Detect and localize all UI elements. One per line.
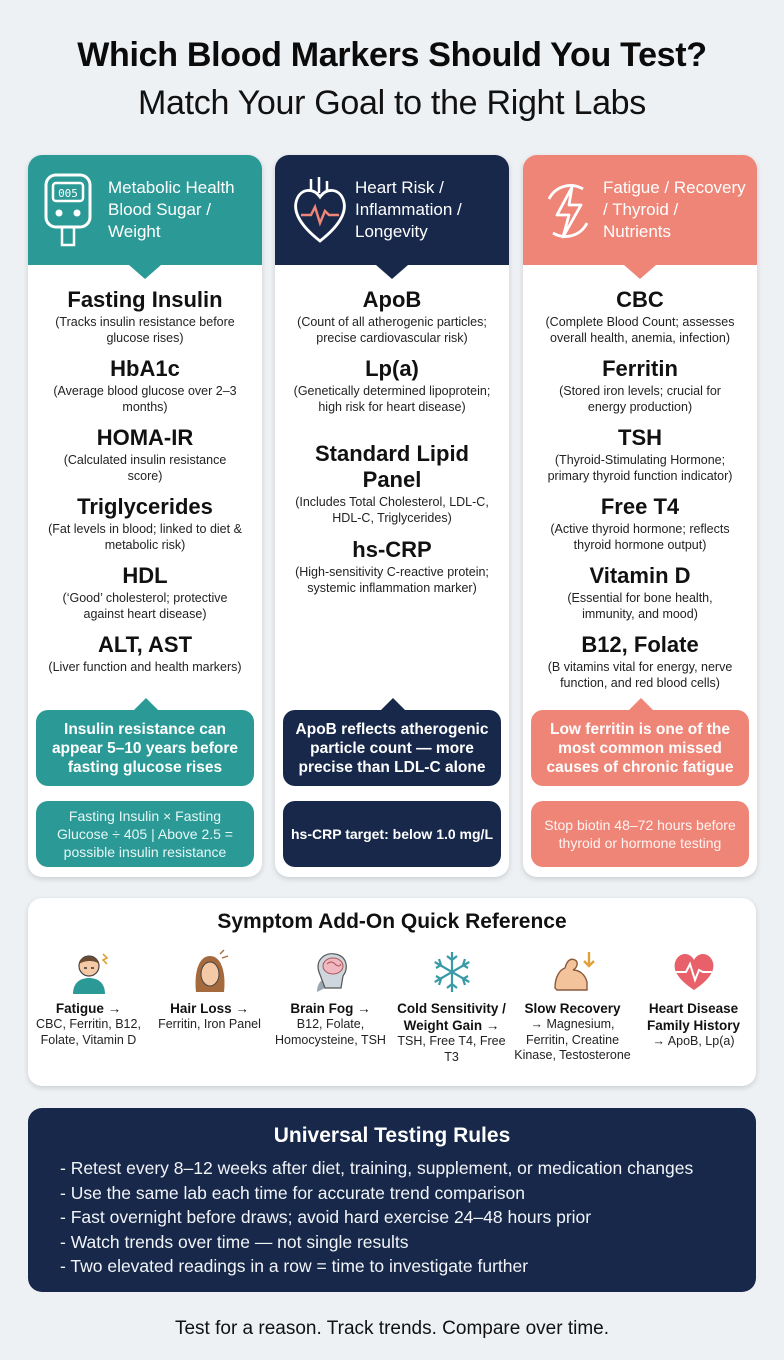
metabolic-health-column	[28, 155, 262, 877]
symptom-item	[633, 948, 754, 1050]
formula-note: Fasting Insulin × Fasting Glucose ÷ 405 | Above 2.5 = possible insulin resistance	[36, 801, 254, 867]
page-title: Which Blood Markers Should You Test?	[77, 36, 707, 74]
heart-ecg-icon	[287, 171, 353, 251]
marker-description: (B vitamins vital for energy, nerve function, and red blood cells)	[547, 660, 733, 690]
key-insight-callout: Low ferritin is one of the most common missed causes of chronic fatigue	[531, 710, 749, 786]
symptom-reference-card	[28, 898, 756, 1086]
marker-description: (High-sensitivity C-reactive protein; systemic inflammation marker)	[295, 565, 489, 595]
marker-name: HDL	[122, 563, 168, 588]
symptom-name: Brain Fog →	[290, 1001, 371, 1016]
marker-description: (Active thyroid hormone; reflects thyroid hormone output)	[550, 522, 730, 552]
footer-tagline: Test for a reason. Track trends. Compare over time.	[174, 1318, 609, 1339]
marker-description: (Includes Total Cholesterol, LDL-C, HDL-C, Triglycerides)	[295, 495, 489, 525]
marker-name: Fasting Insulin	[67, 287, 223, 312]
heart-pulse-icon	[670, 948, 718, 996]
symptom-name: Heart Disease Family History	[646, 1001, 741, 1033]
marker-name: ALT, AST	[97, 632, 193, 657]
column-title: Metabolic Health Blood Sugar / Weight	[108, 178, 235, 241]
symptom-item	[270, 948, 391, 1048]
marker-name: TSH	[618, 425, 662, 450]
marker-item	[28, 632, 262, 701]
marker-item	[275, 356, 509, 441]
marker-name: Free T4	[600, 494, 680, 519]
marker-item	[28, 356, 262, 425]
rule-item: - Watch trends over time — not single results	[60, 1231, 409, 1252]
marker-item	[28, 494, 262, 563]
marker-item	[523, 356, 757, 425]
rule-item: - Retest every 8–12 weeks after diet, training, supplement, or medication changes	[60, 1158, 694, 1178]
marker-description: (Tracks insulin resistance before glucose rises)	[55, 315, 235, 345]
page-subtitle: Match Your Goal to the Right Labs	[138, 84, 646, 122]
marker-item	[523, 494, 757, 563]
key-insight-callout: Insulin resistance can appear 5–10 years before fasting glucose rises	[36, 710, 254, 786]
symptom-name: Cold Sensitivity / Weight Gain →	[397, 1001, 506, 1033]
rule-item: - Fast overnight before draws; avoid hard exercise 24–48 hours prior	[60, 1207, 592, 1227]
symptom-item	[28, 948, 149, 1048]
marker-list	[523, 287, 757, 701]
marker-name: Vitamin D	[589, 563, 691, 588]
marker-list	[28, 287, 262, 701]
marker-name: Ferritin	[602, 356, 678, 381]
marker-item	[523, 632, 757, 701]
marker-name: HbA1c	[110, 356, 180, 381]
marker-item	[275, 287, 509, 356]
meter-display-text: 005	[58, 187, 78, 200]
marker-description: (‘Good’ cholesterol; protective against heart disease)	[62, 591, 228, 621]
marker-description: (Genetically determined lipoprotein; high risk for heart disease)	[293, 384, 491, 414]
marker-name: CBC	[616, 287, 664, 312]
marker-description: (Calculated insulin resistance score)	[63, 453, 227, 483]
marker-item	[523, 425, 757, 494]
marker-item	[28, 287, 262, 356]
symptom-tests: CBC, Ferritin, B12, Folate, Vitamin D	[36, 1017, 141, 1047]
marker-item	[275, 537, 509, 622]
marker-item	[523, 287, 757, 356]
column-title: Heart Risk / Inflammation / Longevity	[355, 178, 462, 241]
symptom-tests: B12, Folate, Homocysteine, TSH	[275, 1017, 386, 1047]
marker-item	[28, 563, 262, 632]
marker-description: (Stored iron levels; crucial for energy production)	[559, 384, 721, 414]
marker-description: (Complete Blood Count; assesses overall health, anemia, infection)	[545, 315, 735, 345]
lightning-bolt-icon	[535, 171, 601, 251]
muscle-arm-icon	[549, 948, 597, 996]
target-note: hs-CRP target: below 1.0 mg/L	[283, 801, 501, 867]
symptom-name: Hair Loss →	[170, 1001, 249, 1016]
testing-note: Stop biotin 48–72 hours before thyroid or hormone testing	[531, 801, 749, 867]
tired-person-icon	[65, 948, 113, 996]
marker-description: (Thyroid-Stimulating Hormone; primary thyroid function indicator)	[547, 453, 733, 483]
column-header	[275, 155, 509, 265]
marker-description: (Essential for bone health, immunity, and mood)	[567, 591, 713, 621]
marker-name: Lp(a)	[365, 356, 419, 381]
marker-name: hs-CRP	[352, 537, 432, 562]
key-insight-callout: ApoB reflects atherogenic particle count — more precise than LDL-C alone	[283, 710, 501, 786]
rule-item: - Use the same lab each time for accurate trend comparison	[60, 1182, 525, 1203]
marker-item	[523, 563, 757, 632]
symptom-item	[391, 948, 512, 1065]
testing-rules-list	[60, 1156, 693, 1279]
marker-list	[275, 287, 509, 622]
symptom-item	[149, 948, 270, 1033]
marker-name: HOMA-IR	[96, 425, 194, 450]
fatigue-recovery-column	[523, 155, 757, 877]
testing-rules-title: Universal Testing Rules	[273, 1124, 511, 1147]
snowflake-icon	[428, 948, 476, 996]
marker-description: (Average blood glucose over 2–3 months)	[53, 384, 237, 414]
marker-name: B12, Folate	[581, 632, 699, 657]
marker-description: (Count of all atherogenic particles; precise cardiovascular risk)	[297, 315, 487, 345]
marker-item	[275, 441, 509, 537]
symptom-tests: → Magnesium, Ferritin, Creatine Kinase, Testosterone	[514, 1017, 631, 1062]
hair-loss-icon	[186, 948, 234, 996]
brain-fog-icon	[307, 948, 355, 996]
glucose-meter-icon	[40, 171, 106, 251]
marker-description: (Liver function and health markers)	[48, 660, 242, 674]
marker-item	[28, 425, 262, 494]
column-title: Fatigue / Recovery / Thyroid / Nutrients	[603, 178, 746, 241]
symptom-item	[512, 948, 633, 1064]
marker-description: (Fat levels in blood; linked to diet & metabolic risk)	[48, 522, 242, 552]
symptom-tests: TSH, Free T4, Free T3	[397, 1034, 506, 1064]
symptom-name: Slow Recovery	[524, 1001, 621, 1016]
testing-rules-card	[28, 1108, 756, 1292]
rule-item: - Two elevated readings in a row = time to investigate further	[60, 1256, 529, 1276]
symptom-name: Fatigue →	[55, 1001, 122, 1016]
marker-name: Standard Lipid Panel	[315, 441, 469, 492]
marker-name: ApoB	[362, 287, 422, 312]
heart-risk-column	[275, 155, 509, 877]
symptom-reference-title: Symptom Add-On Quick Reference	[217, 910, 567, 933]
symptom-tests: Ferritin, Iron Panel	[158, 1017, 261, 1031]
symptom-tests: → ApoB, Lp(a)	[652, 1034, 735, 1048]
marker-name: Triglycerides	[77, 494, 213, 519]
column-header	[523, 155, 757, 265]
column-header	[28, 155, 262, 265]
